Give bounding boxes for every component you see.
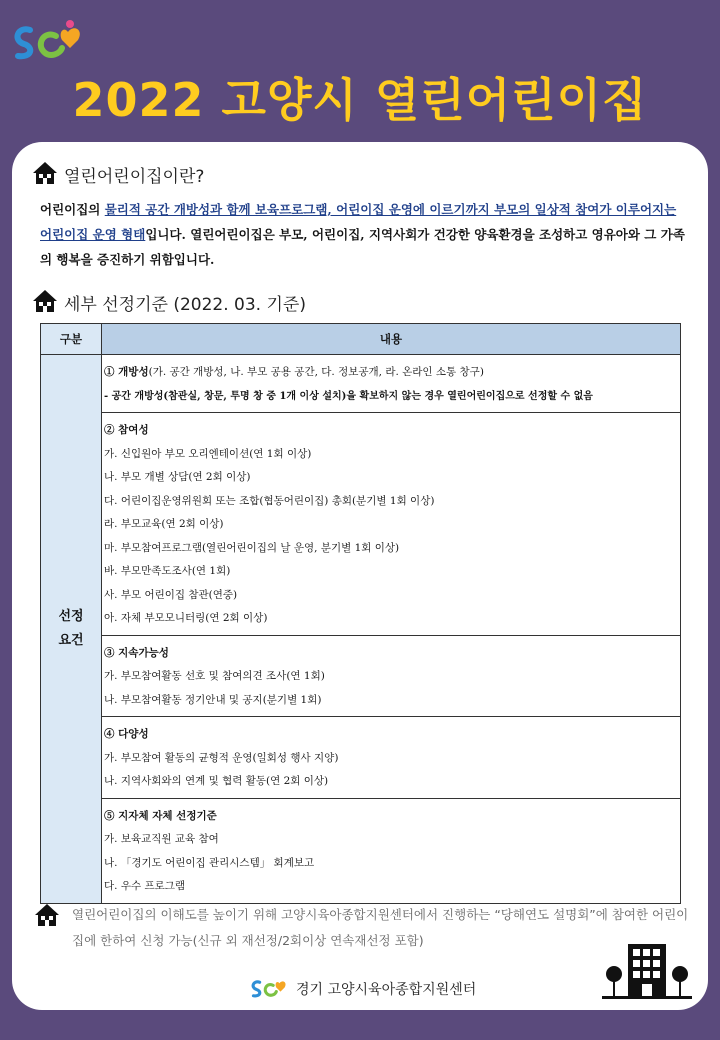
group-heading: ③ 지속가능성 — [104, 646, 169, 659]
section-title-criteria: 세부 선정기준 (2022. 03. 기준) — [64, 295, 306, 315]
footer-org — [248, 974, 476, 1004]
group-heading: ② 참여성 — [104, 424, 149, 436]
criteria-item: 마. 부모참여프로그램(열린어린이집의 날 운영, 분기별 1회 이상) — [104, 541, 400, 554]
content-card — [12, 142, 708, 1010]
group-heading: ⑤ 지자체 자체 선정기준 — [104, 809, 217, 822]
group-heading: ① 개방성 — [104, 366, 149, 378]
column-header-category: 구분 — [41, 324, 102, 355]
criteria-item: 사. 부모 어린이집 참관(연중) — [104, 588, 238, 601]
section-title-intro: 열린어린이집이란? — [64, 167, 205, 187]
row-label-line: 선정 — [58, 608, 84, 624]
house-icon — [32, 160, 58, 186]
criteria-item: 나. 부모 개별 상담(연 2회 이상) — [104, 471, 251, 483]
criteria-item: - 공간 개방성(참관실, 창문, 투명 창 중 1개 이상 설치)을 확보하지 않는 경우 열린어린이집으로 선정할 수 없음 — [104, 390, 593, 402]
criteria-item: 바. 부모만족도조사(연 1회) — [104, 565, 231, 577]
row-label-line: 요건 — [58, 632, 84, 648]
intro-highlight: 물리적 공간 개방성과 함께 보육프로그램, 어린이집 운영에 이르기까지 부모의 일상적 참여가 이루어지는 어린이집 운영 형태 — [40, 202, 677, 242]
criteria-item: 가. 신입원아 부모 오리엔테이션(연 1회 이상) — [104, 447, 312, 460]
criteria-item: 나. 부모참여활동 정기안내 및 공지(분기별 1회) — [104, 693, 322, 706]
criteria-item: 아. 자체 부모모니터링(연 2회 이상) — [104, 612, 268, 624]
criteria-item: 가. 부모참여활동 선호 및 참여의견 조사(연 1회) — [104, 670, 325, 682]
criteria-item: 나. 「경기도 어린이집 관리시스템」 회계보고 — [104, 856, 315, 869]
criteria-group-local — [102, 798, 681, 903]
criteria-item: 다. 어린이집운영위원회 또는 조합(협동어린이집) 총회(분기별 1회 이상) — [104, 494, 435, 507]
house-icon — [34, 902, 60, 928]
intro-part-b: 입니다. 열린어린이집은 부모, 어린이집, 지역사회가 건강한 양육환경을 조성하고 영유아와 그 가족의 행복을 증진하기 위함입니다. — [40, 227, 685, 267]
criteria-item: 라. 부모교육(연 2회 이상) — [104, 518, 224, 530]
row-label — [41, 355, 102, 904]
application-note: 열린어린이집의 이해도를 높이기 위해 고양시육아종합지원센터에서 진행하는 “당해연도 설명회”에 참여한 어린이집에 한하여 신청 가능(신규 외 재선정/2회이상 연속재선정 포함) — [72, 907, 689, 948]
criteria-item: 가. 부모참여 활동의 균형적 운영(일회성 행사 지양) — [104, 751, 339, 764]
group-heading: ④ 다양성 — [104, 728, 149, 740]
criteria-table — [40, 323, 681, 904]
intro-text — [40, 197, 686, 272]
footer-org-name: 경기 고양시육아종합지원센터 — [296, 982, 477, 998]
criteria-group-sustainability — [102, 635, 681, 717]
building-icon — [602, 940, 692, 1000]
page-title: 2022 고양시 열린어린이집 — [72, 73, 648, 127]
criteria-group-participation — [102, 413, 681, 636]
criteria-item: 가. 보육교직원 교육 참여 — [104, 833, 219, 845]
column-header-content: 내용 — [102, 324, 681, 355]
intro-part-a: 어린이집의 — [40, 202, 105, 217]
house-icon — [32, 288, 58, 314]
criteria-item: 다. 우수 프로그램 — [104, 880, 186, 892]
logo-icon — [248, 976, 290, 1002]
criteria-group-diversity — [102, 717, 681, 799]
criteria-group-openness — [102, 355, 681, 413]
criteria-item: 나. 지역사회와의 연계 및 협력 활동(연 2회 이상) — [104, 775, 329, 787]
logo-icon — [8, 18, 88, 68]
group-heading-detail: (가. 공간 개방성, 나. 부모 공용 공간, 다. 정보공개, 라. 온라인 소통 창구) — [148, 366, 484, 378]
